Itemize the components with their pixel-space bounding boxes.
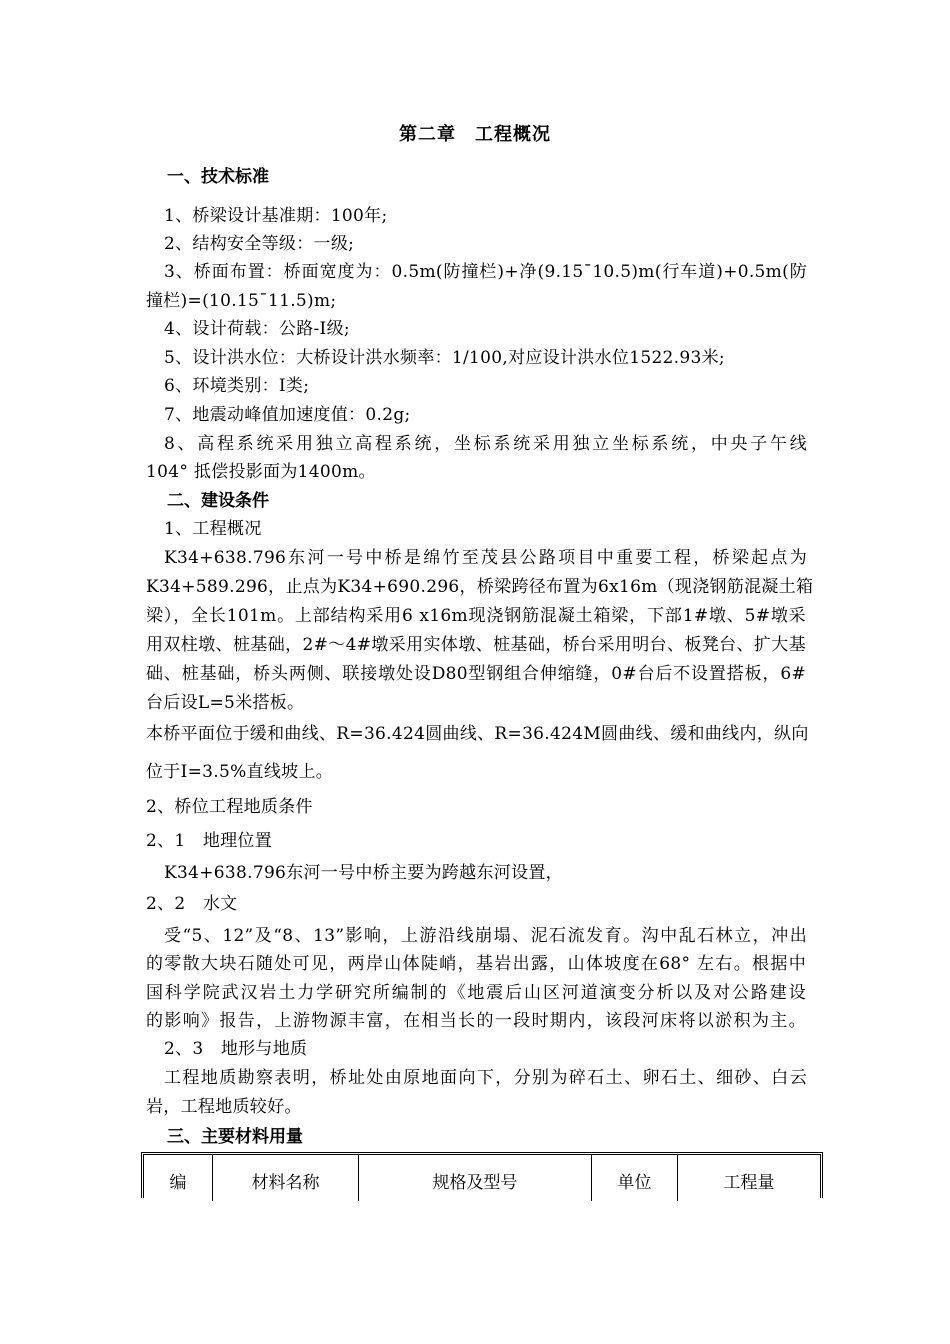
text-line: 6、环境类别：Ⅰ类; xyxy=(164,376,310,396)
text-line: 2、结构安全等级：一级; xyxy=(164,234,355,254)
text-line: 4、设计荷载：公路-Ⅰ级; xyxy=(164,319,350,339)
text-line: 位于I=3.5%直线坡上。 xyxy=(146,762,334,782)
text-line: K34+638.796东河一号中桥是绵竹至茂县公路项目中重要工程，桥梁起点为 xyxy=(164,548,807,568)
text-line: 本桥平面位于缓和曲线、R=36.424圆曲线、R=36.424M圆曲线、缓和曲线内，纵向 xyxy=(146,724,809,744)
text-line: 础、桩基础，桥头两侧、联接墩处设D80型钢组合伸缩缝，0#台后不设置搭板，6# xyxy=(146,664,806,684)
text-line: 1、桥梁设计基准期：100年; xyxy=(164,206,388,226)
text-line: 的零散大块石随处可见，两岸山体陡峭，基岩出露，山体坡度在68° 左右。根据中 xyxy=(146,954,806,974)
text-line: 2、2 水文 xyxy=(146,894,238,914)
section-heading-tech-standards: 一、技术标准 xyxy=(167,167,269,187)
section-heading-materials: 三、主要材料用量 xyxy=(167,1127,303,1147)
materials-table xyxy=(141,1152,823,1198)
text-line: K34+589.296，止点为K34+690.296，桥梁跨径布置为6x16m（现浇钢筋混凝土箱 xyxy=(146,577,814,597)
text-line: 撞栏)=(10.15¯11.5)m; xyxy=(146,291,337,311)
text-line: 梁），全长101m。上部结构采用6 x16m现浇钢筋混凝土箱梁，下部1#墩、5#墩采 xyxy=(146,606,806,626)
text-line: 2、1 地理位置 xyxy=(146,831,273,851)
text-line: 5、设计洪水位：大桥设计洪水频率：1/100,对应设计洪水位1522.93米; xyxy=(164,348,725,368)
table-header-cell: 工程量 xyxy=(723,1173,775,1193)
text-line: 2、桥位工程地质条件 xyxy=(146,797,313,817)
text-line: 104° 抵偿投影面为1400m。 xyxy=(146,462,376,482)
section-heading-construction-conditions: 二、建设条件 xyxy=(167,491,269,511)
text-line: 台后设L=5米搭板。 xyxy=(146,693,305,713)
text-line: K34+638.796东河一号中桥主要为跨越东河设置， xyxy=(164,863,563,883)
text-line: 受“5、12”及“8、13”影响，上游沿线崩塌、泥石流发育。沟中乱石林立，冲出 xyxy=(164,926,807,946)
text-line: 8、高程系统采用独立高程系统，坐标系统采用独立坐标系统，中央子午线 xyxy=(164,434,807,454)
text-line: 工程地质勘察表明，桥址处由原地面向下，分别为碎石土、卵石土、细砂、白云 xyxy=(164,1068,807,1088)
table-header-cell: 单位 xyxy=(592,1155,678,1201)
text-line: 用双柱墩、桩基础，2#～4#墩采用实体墩、桩基础，桥台采用明台、板凳台、扩大基 xyxy=(146,635,806,655)
text-line: 3、桥面布置：桥面宽度为：0.5m(防撞栏)+净(9.15¯10.5)m(行车道)+0.5m(防 xyxy=(164,262,807,282)
table-header-cell: 材料名称 xyxy=(213,1155,359,1201)
table-header-cell: 编 xyxy=(144,1155,213,1201)
text-line: 2、3 地形与地质 xyxy=(164,1039,308,1059)
table-header-cell: 规格及型号 xyxy=(359,1155,592,1201)
text-line: 7、地震动峰值加速度值：0.2g; xyxy=(164,405,411,425)
text-line: 的影响》报告，上游物源丰富，在相当长的一段时期内，该段河床将以淤积为主。 xyxy=(146,1011,806,1031)
chapter-title: 第二章 工程概况 xyxy=(399,124,551,145)
text-line: 1、工程概况 xyxy=(164,519,262,539)
text-line: 岩，工程地质较好。 xyxy=(146,1097,302,1117)
text-line: 国科学院武汉岩土力学研究所编制的《地震后山区河道演变分析以及对公路建设 xyxy=(146,983,806,1003)
